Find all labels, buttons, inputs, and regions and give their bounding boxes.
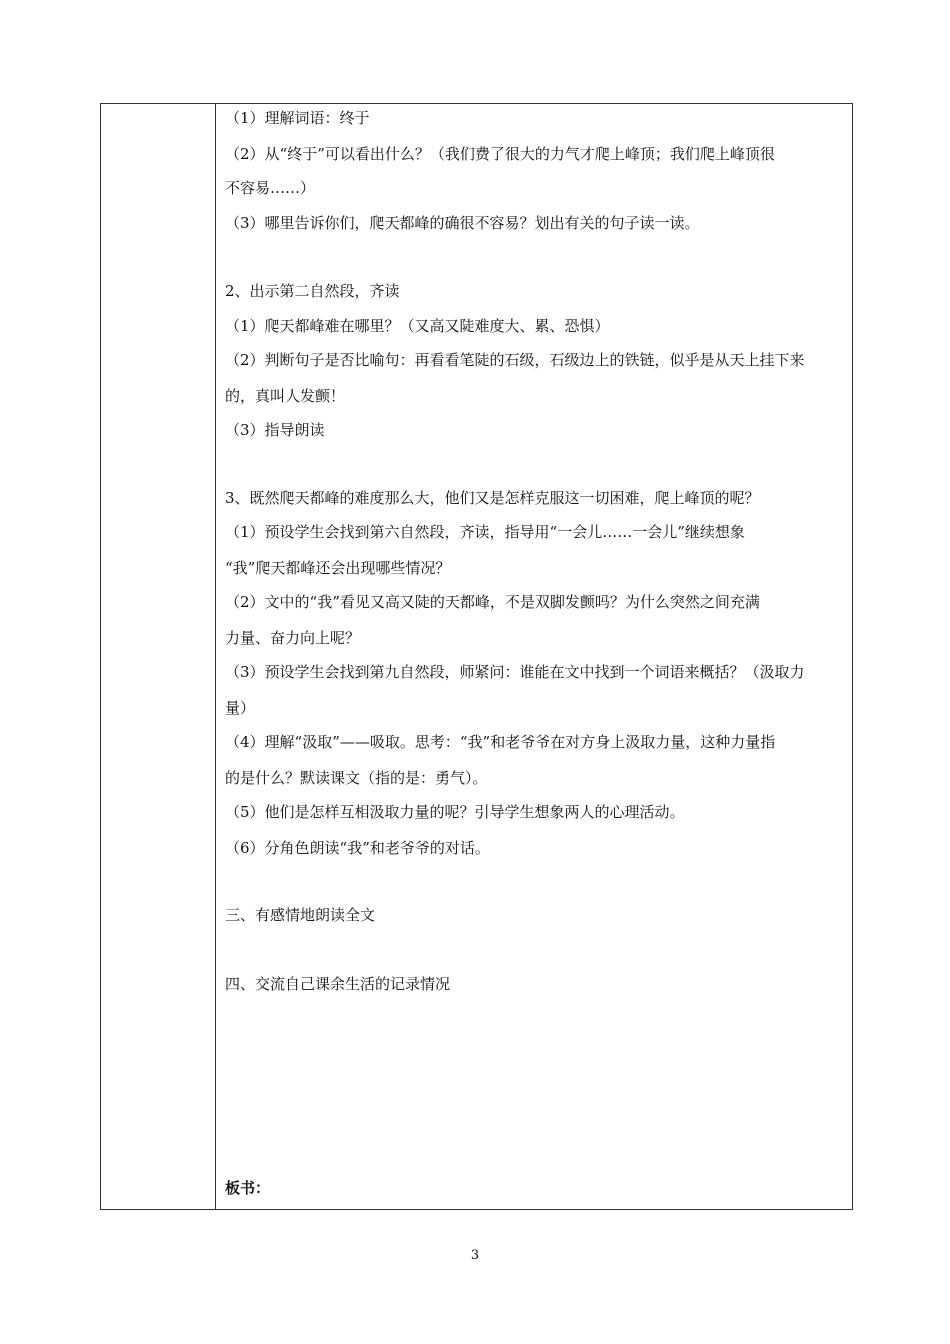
text-line: （2）判断句子是否比喻句：再看看笔陡的石级，石级边上的铁链，似乎是从天上挂下来 bbox=[225, 351, 805, 369]
text-line: （2）从“终于”可以看出什么？（我们费了很大的力气才爬上峰顶；我们爬上峰顶很 bbox=[225, 145, 775, 163]
text-line: （1）理解词语：终于 bbox=[225, 109, 370, 127]
text-line: （1）爬天都峰难在哪里？（又高又陡难度大、累、恐惧） bbox=[225, 317, 610, 335]
text-line: 力量、奋力向上呢？ bbox=[225, 629, 361, 647]
text-line: “我”爬天都峰还会出现哪些情况？ bbox=[225, 559, 451, 577]
text-line: 2、出示第二自然段，齐读 bbox=[225, 282, 400, 300]
text-line: （5）他们是怎样互相汲取力量的呢？引导学生想象两人的心理活动。 bbox=[225, 803, 685, 821]
text-line: （3）哪里告诉你们，爬天都峰的确很不容易？划出有关的句子读一读。 bbox=[225, 214, 700, 232]
text-line: 量） bbox=[225, 699, 256, 717]
text-line: 的是什么？默读课文（指的是：勇气）。 bbox=[225, 769, 488, 787]
text-line: （1）预设学生会找到第六自然段，齐读，指导用“一会儿……一会儿”继续想象 bbox=[225, 523, 745, 541]
lesson-plan-table bbox=[100, 103, 853, 1210]
content-cell bbox=[225, 104, 849, 1209]
text-line: （2）文中的“我”看见又高又陡的天都峰，不是双脚发颤吗？为什么突然之间充满 bbox=[225, 593, 760, 611]
section-heading: 四、交流自己课余生活的记录情况 bbox=[225, 975, 451, 993]
page-number: 3 bbox=[470, 1248, 480, 1263]
text-line: 不容易……） bbox=[225, 179, 316, 197]
blackboard-label: 板书： bbox=[225, 1179, 271, 1197]
text-line: （3）预设学生会找到第九自然段，师紧问：谁能在文中找到一个词语来概括？（汲取力 bbox=[225, 663, 805, 681]
text-line: （3）指导朗读 bbox=[225, 421, 325, 439]
text-line: 3、既然爬天都峰的难度那么大，他们又是怎样克服这一切困难，爬上峰顶的呢？ bbox=[225, 489, 760, 507]
text-line: （4）理解“汲取”——吸取。思考：“我”和老爷爷在对方身上汲取力量，这种力量指 bbox=[225, 733, 776, 751]
text-line: 的，真叫人发颤！ bbox=[225, 387, 346, 405]
section-heading: 三、有感情地朗读全文 bbox=[225, 906, 376, 924]
text-line: （6）分角色朗读“我”和老爷爷的对话。 bbox=[225, 839, 490, 857]
left-column-cell bbox=[101, 104, 216, 1209]
